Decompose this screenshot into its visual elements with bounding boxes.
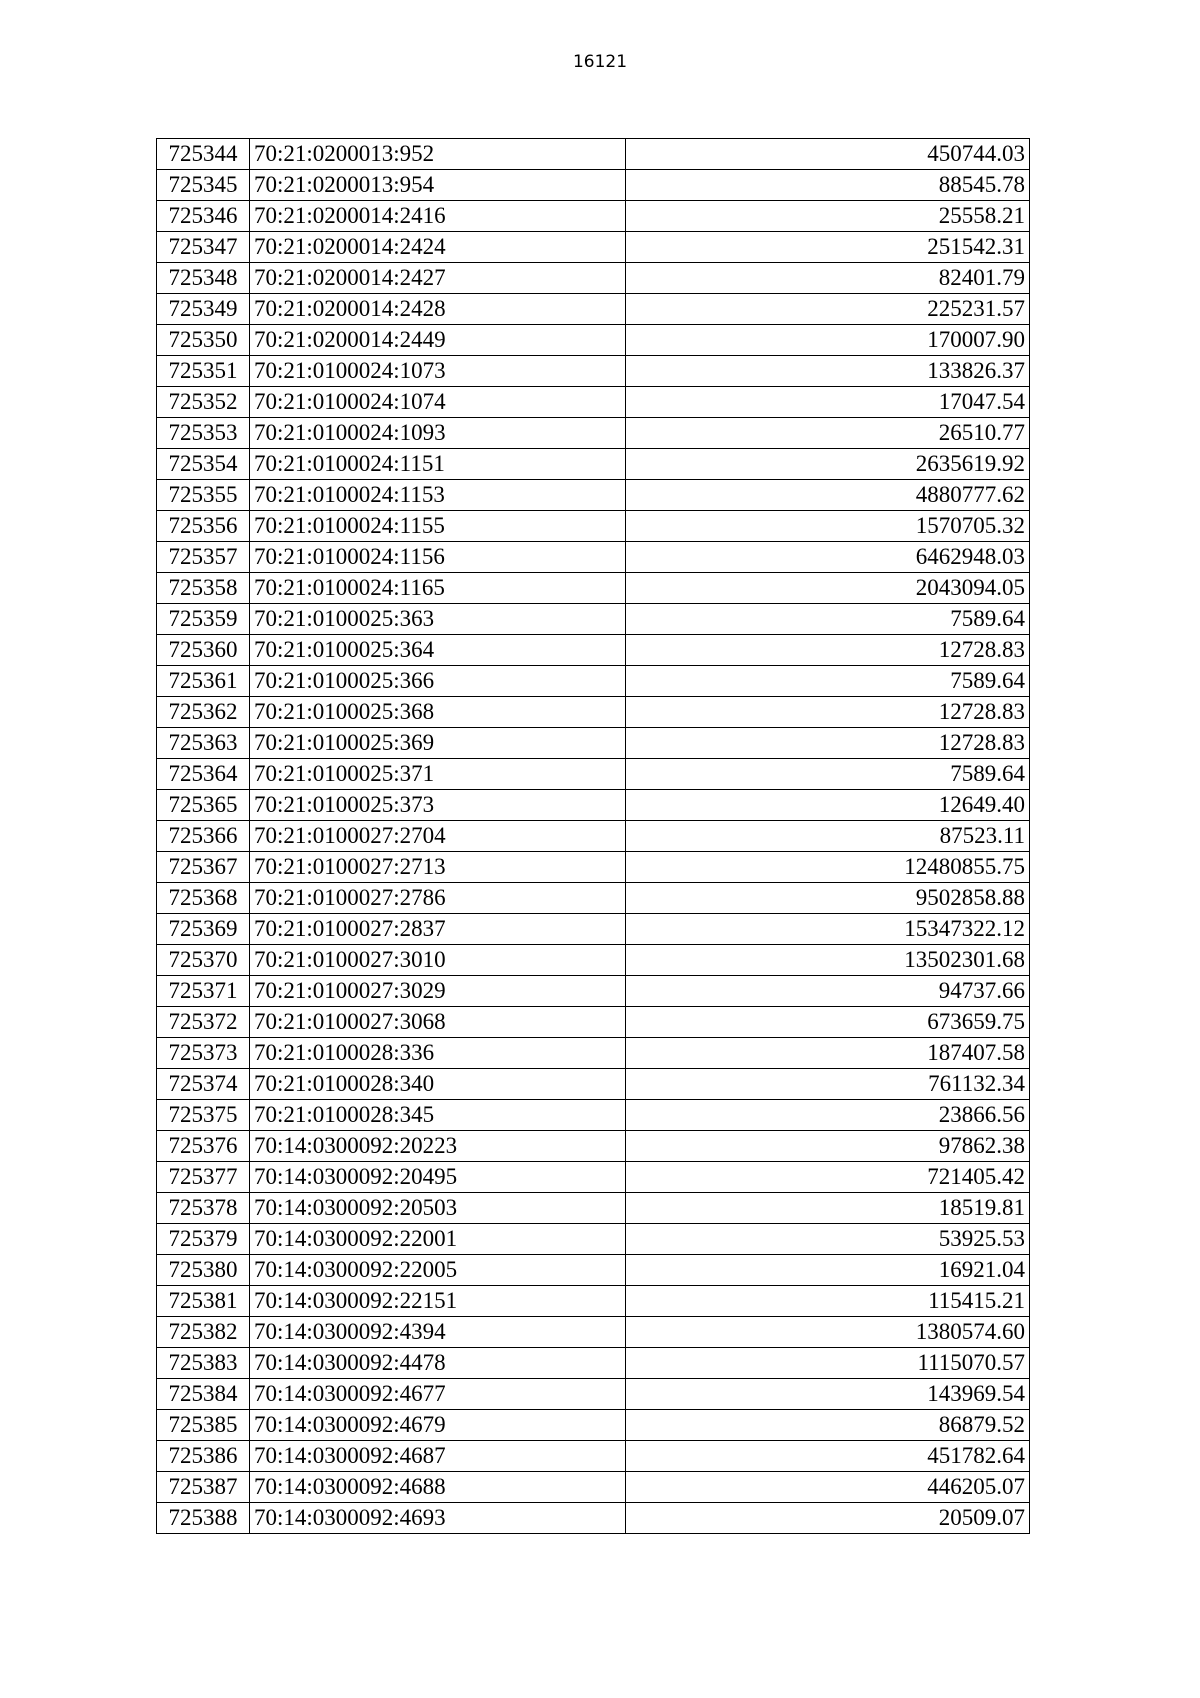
cadastral-number-cell: 70:14:0300092:4679 — [250, 1410, 626, 1441]
cadastral-number-cell: 70:21:0100024:1165 — [250, 573, 626, 604]
table-row — [157, 1379, 1030, 1410]
table-row — [157, 1255, 1030, 1286]
row-number-cell: 725379 — [157, 1224, 250, 1255]
value-cell: 143969.54 — [626, 1379, 1030, 1410]
value-cell: 451782.64 — [626, 1441, 1030, 1472]
value-cell: 673659.75 — [626, 1007, 1030, 1038]
cadastral-number-cell: 70:21:0200014:2416 — [250, 201, 626, 232]
table-row — [157, 1286, 1030, 1317]
table-body — [157, 139, 1030, 1534]
row-number-cell: 725363 — [157, 728, 250, 759]
row-number-cell: 725388 — [157, 1503, 250, 1534]
row-number-cell: 725356 — [157, 511, 250, 542]
value-cell: 82401.79 — [626, 263, 1030, 294]
cadastral-number-cell: 70:14:0300092:22151 — [250, 1286, 626, 1317]
row-number-cell: 725360 — [157, 635, 250, 666]
table-row — [157, 697, 1030, 728]
value-cell: 225231.57 — [626, 294, 1030, 325]
table-row — [157, 232, 1030, 263]
cadastral-number-cell: 70:21:0200014:2424 — [250, 232, 626, 263]
cadastral-number-cell: 70:21:0100028:340 — [250, 1069, 626, 1100]
row-number-cell: 725374 — [157, 1069, 250, 1100]
value-cell: 16921.04 — [626, 1255, 1030, 1286]
value-cell: 115415.21 — [626, 1286, 1030, 1317]
cadastral-number-cell: 70:21:0100024:1153 — [250, 480, 626, 511]
row-number-cell: 725377 — [157, 1162, 250, 1193]
row-number-cell: 725367 — [157, 852, 250, 883]
value-cell: 2635619.92 — [626, 449, 1030, 480]
cadastral-number-cell: 70:21:0100028:345 — [250, 1100, 626, 1131]
cadastral-number-cell: 70:21:0100024:1073 — [250, 356, 626, 387]
row-number-cell: 725352 — [157, 387, 250, 418]
cadastral-number-cell: 70:21:0100025:373 — [250, 790, 626, 821]
value-cell: 15347322.12 — [626, 914, 1030, 945]
value-cell: 53925.53 — [626, 1224, 1030, 1255]
table-row — [157, 356, 1030, 387]
cadastral-number-cell: 70:21:0100027:3068 — [250, 1007, 626, 1038]
table-row — [157, 263, 1030, 294]
value-cell: 187407.58 — [626, 1038, 1030, 1069]
table-row — [157, 1193, 1030, 1224]
value-cell: 446205.07 — [626, 1472, 1030, 1503]
table-row — [157, 1038, 1030, 1069]
row-number-cell: 725383 — [157, 1348, 250, 1379]
table-row — [157, 1162, 1030, 1193]
value-cell: 94737.66 — [626, 976, 1030, 1007]
table-row — [157, 542, 1030, 573]
value-cell: 12649.40 — [626, 790, 1030, 821]
table-row — [157, 511, 1030, 542]
value-cell: 86879.52 — [626, 1410, 1030, 1441]
row-number-cell: 725372 — [157, 1007, 250, 1038]
cadastral-number-cell: 70:21:0200013:952 — [250, 139, 626, 170]
cadastral-number-cell: 70:21:0100028:336 — [250, 1038, 626, 1069]
cadastral-number-cell: 70:21:0100025:366 — [250, 666, 626, 697]
row-number-cell: 725376 — [157, 1131, 250, 1162]
cadastral-number-cell: 70:14:0300092:22001 — [250, 1224, 626, 1255]
value-cell: 17047.54 — [626, 387, 1030, 418]
row-number-cell: 725381 — [157, 1286, 250, 1317]
table-row — [157, 1224, 1030, 1255]
table-row — [157, 945, 1030, 976]
value-cell: 25558.21 — [626, 201, 1030, 232]
cadastral-number-cell: 70:21:0100024:1074 — [250, 387, 626, 418]
row-number-cell: 725344 — [157, 139, 250, 170]
value-cell: 450744.03 — [626, 139, 1030, 170]
cadastral-number-cell: 70:21:0100025:364 — [250, 635, 626, 666]
table-row — [157, 1131, 1030, 1162]
table-row — [157, 635, 1030, 666]
table-row — [157, 1100, 1030, 1131]
value-cell: 251542.31 — [626, 232, 1030, 263]
table-row — [157, 1472, 1030, 1503]
table-row — [157, 1410, 1030, 1441]
cadastral-number-cell: 70:14:0300092:4687 — [250, 1441, 626, 1472]
row-number-cell: 725384 — [157, 1379, 250, 1410]
table-row — [157, 573, 1030, 604]
value-cell: 7589.64 — [626, 604, 1030, 635]
row-number-cell: 725375 — [157, 1100, 250, 1131]
cadastral-number-cell: 70:14:0300092:20503 — [250, 1193, 626, 1224]
table-row — [157, 790, 1030, 821]
row-number-cell: 725348 — [157, 263, 250, 294]
table-row — [157, 604, 1030, 635]
cadastral-number-cell: 70:14:0300092:4478 — [250, 1348, 626, 1379]
row-number-cell: 725369 — [157, 914, 250, 945]
row-number-cell: 725354 — [157, 449, 250, 480]
cadastral-number-cell: 70:14:0300092:20223 — [250, 1131, 626, 1162]
table-row — [157, 449, 1030, 480]
row-number-cell: 725357 — [157, 542, 250, 573]
value-cell: 133826.37 — [626, 356, 1030, 387]
row-number-cell: 725361 — [157, 666, 250, 697]
cadastral-number-cell: 70:21:0100025:369 — [250, 728, 626, 759]
row-number-cell: 725353 — [157, 418, 250, 449]
row-number-cell: 725349 — [157, 294, 250, 325]
table-row — [157, 883, 1030, 914]
cadastral-number-cell: 70:21:0100024:1155 — [250, 511, 626, 542]
cadastral-number-cell: 70:21:0200014:2428 — [250, 294, 626, 325]
table-row — [157, 914, 1030, 945]
value-cell: 4880777.62 — [626, 480, 1030, 511]
cadastral-number-cell: 70:21:0100027:3010 — [250, 945, 626, 976]
cadastral-number-cell: 70:21:0100027:3029 — [250, 976, 626, 1007]
row-number-cell: 725373 — [157, 1038, 250, 1069]
table-row — [157, 1007, 1030, 1038]
value-cell: 87523.11 — [626, 821, 1030, 852]
row-number-cell: 725346 — [157, 201, 250, 232]
table-row — [157, 325, 1030, 356]
table-row — [157, 170, 1030, 201]
value-cell: 12728.83 — [626, 635, 1030, 666]
cadastral-number-cell: 70:14:0300092:4688 — [250, 1472, 626, 1503]
row-number-cell: 725345 — [157, 170, 250, 201]
table-row — [157, 1069, 1030, 1100]
cadastral-number-cell: 70:21:0100027:2837 — [250, 914, 626, 945]
table-row — [157, 759, 1030, 790]
value-cell: 7589.64 — [626, 759, 1030, 790]
cadastral-number-cell: 70:21:0100024:1093 — [250, 418, 626, 449]
cadastral-number-cell: 70:21:0100027:2713 — [250, 852, 626, 883]
cadastral-number-cell: 70:21:0100025:363 — [250, 604, 626, 635]
cadastral-number-cell: 70:21:0100025:371 — [250, 759, 626, 790]
value-cell: 97862.38 — [626, 1131, 1030, 1162]
row-number-cell: 725382 — [157, 1317, 250, 1348]
row-number-cell: 725355 — [157, 480, 250, 511]
cadastral-number-cell: 70:21:0200014:2427 — [250, 263, 626, 294]
row-number-cell: 725387 — [157, 1472, 250, 1503]
cadastral-number-cell: 70:21:0100027:2704 — [250, 821, 626, 852]
value-cell: 18519.81 — [626, 1193, 1030, 1224]
value-cell: 761132.34 — [626, 1069, 1030, 1100]
table-row — [157, 418, 1030, 449]
value-cell: 1570705.32 — [626, 511, 1030, 542]
value-cell: 12480855.75 — [626, 852, 1030, 883]
row-number-cell: 725368 — [157, 883, 250, 914]
value-cell: 7589.64 — [626, 666, 1030, 697]
row-number-cell: 725350 — [157, 325, 250, 356]
row-number-cell: 725371 — [157, 976, 250, 1007]
table-row — [157, 1317, 1030, 1348]
row-number-cell: 725362 — [157, 697, 250, 728]
table-row — [157, 1441, 1030, 1472]
table-row — [157, 1348, 1030, 1379]
table-row — [157, 1503, 1030, 1534]
value-cell: 13502301.68 — [626, 945, 1030, 976]
cadastral-number-cell: 70:21:0100027:2786 — [250, 883, 626, 914]
value-cell: 170007.90 — [626, 325, 1030, 356]
value-cell: 1115070.57 — [626, 1348, 1030, 1379]
table-row — [157, 387, 1030, 418]
cadastral-number-cell: 70:21:0200013:954 — [250, 170, 626, 201]
row-number-cell: 725378 — [157, 1193, 250, 1224]
cadastral-number-cell: 70:21:0100024:1156 — [250, 542, 626, 573]
cadastral-number-cell: 70:14:0300092:22005 — [250, 1255, 626, 1286]
data-table — [156, 138, 1030, 1534]
cadastral-number-cell: 70:21:0100024:1151 — [250, 449, 626, 480]
table-row — [157, 666, 1030, 697]
table-row — [157, 728, 1030, 759]
row-number-cell: 725365 — [157, 790, 250, 821]
table-row — [157, 976, 1030, 1007]
page-number: 16121 — [572, 52, 628, 72]
value-cell: 88545.78 — [626, 170, 1030, 201]
row-number-cell: 725366 — [157, 821, 250, 852]
row-number-cell: 725380 — [157, 1255, 250, 1286]
row-number-cell: 725351 — [157, 356, 250, 387]
table-row — [157, 852, 1030, 883]
table-row — [157, 201, 1030, 232]
value-cell: 26510.77 — [626, 418, 1030, 449]
value-cell: 6462948.03 — [626, 542, 1030, 573]
row-number-cell: 725386 — [157, 1441, 250, 1472]
row-number-cell: 725385 — [157, 1410, 250, 1441]
row-number-cell: 725358 — [157, 573, 250, 604]
cadastral-number-cell: 70:14:0300092:4394 — [250, 1317, 626, 1348]
cadastral-number-cell: 70:21:0100025:368 — [250, 697, 626, 728]
row-number-cell: 725359 — [157, 604, 250, 635]
cadastral-number-cell: 70:14:0300092:4677 — [250, 1379, 626, 1410]
table-row — [157, 139, 1030, 170]
value-cell: 20509.07 — [626, 1503, 1030, 1534]
value-cell: 9502858.88 — [626, 883, 1030, 914]
row-number-cell: 725364 — [157, 759, 250, 790]
cadastral-number-cell: 70:21:0200014:2449 — [250, 325, 626, 356]
table-row — [157, 821, 1030, 852]
cadastral-number-cell: 70:14:0300092:20495 — [250, 1162, 626, 1193]
value-cell: 1380574.60 — [626, 1317, 1030, 1348]
table-row — [157, 294, 1030, 325]
cadastral-number-cell: 70:14:0300092:4693 — [250, 1503, 626, 1534]
value-cell: 23866.56 — [626, 1100, 1030, 1131]
value-cell: 721405.42 — [626, 1162, 1030, 1193]
value-cell: 12728.83 — [626, 728, 1030, 759]
row-number-cell: 725370 — [157, 945, 250, 976]
row-number-cell: 725347 — [157, 232, 250, 263]
table-row — [157, 480, 1030, 511]
value-cell: 2043094.05 — [626, 573, 1030, 604]
value-cell: 12728.83 — [626, 697, 1030, 728]
